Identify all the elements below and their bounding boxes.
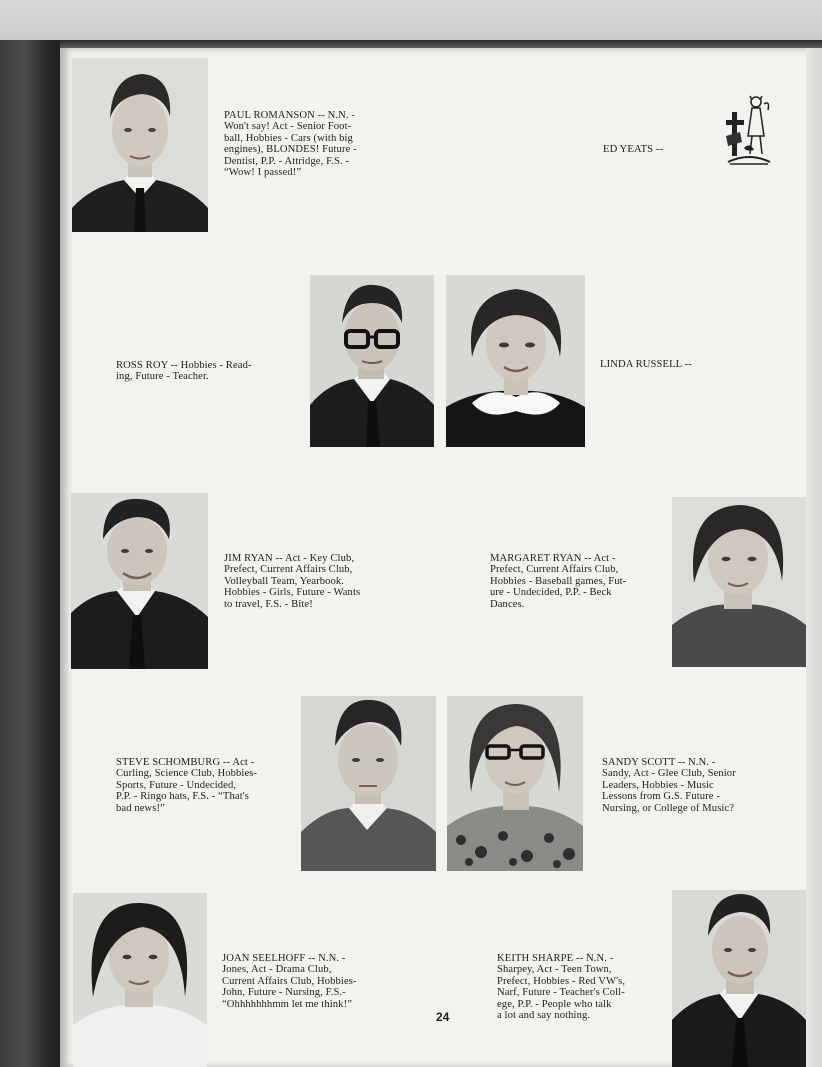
caption-line: ure - Undecided, P.P. - Beck [490,587,612,599]
caption-line: Hobbies - Girls, Future - Wants [224,587,361,599]
caption-keith-sharpe [497,953,625,1021]
caption-ross-roy [116,360,252,383]
portrait-jim-ryan [71,493,208,669]
portrait-steve-schomburg [301,696,436,871]
caption-line: PAUL ROMANSON -- N.N. - [224,110,356,121]
caption-line: ing, Future - Teacher. [116,371,209,383]
caption-line: Won't say! Act - Senior Foot- [224,121,352,133]
caption-line: Narf, Future - Teacher's Coll- [497,987,625,999]
caption-line: Nursing, or College of Music? [602,802,735,814]
portrait-linda-russell [446,275,585,447]
caption-line: ED YEATS -- [603,144,664,155]
caption-line: Dentist, P.P. - Attridge, F.S. - [224,155,350,167]
caption-line: JOAN SEELHOFF -- N.N. - [222,953,346,964]
cartoon-grave-drawing [724,92,774,166]
caption-line: MARGARET RYAN -- Act - [490,553,616,564]
caption-line: ball, Hobbies - Cars (with big [224,132,353,144]
caption-steve-schomburg [116,757,257,814]
page-number: 24 [436,1010,450,1024]
caption-line: Prefect, Current Affairs Club, [490,564,619,576]
portrait-margaret-ryan [672,497,806,667]
caption-line: Sharpey, Act - Teen Town, [497,964,612,976]
caption-line: Curling, Science Club, Hobbies- [116,768,258,780]
caption-line: Prefect, Current Affairs Club, [224,564,353,576]
caption-line: Sandy, Act - Glee Club, Senior [602,768,736,780]
caption-line: Sports, Future - Undecided, [116,779,237,791]
caption-line: KEITH SHARPE -- N.N. - [497,953,614,964]
portrait-keith-sharpe [672,890,806,1067]
caption-margaret-ryan [490,553,626,610]
book-binding [0,40,62,1067]
caption-line: ege, P.P. - People who talk [497,998,612,1010]
caption-line: “Ohhhhhhhmm let me think!” [222,998,352,1010]
caption-line: Current Affairs Club, Hobbies- [222,975,357,987]
caption-line: “Wow! I passed!” [224,167,302,179]
caption-line: Dances. [490,598,525,610]
caption-linda-russell [600,359,692,370]
caption-paul-romanson [224,110,357,178]
caption-line: Volleyball Team, Yearbook. [224,575,345,587]
portrait-sandy-scott [447,696,583,871]
page-edge [806,48,822,1067]
caption-line: Prefect, Hobbies - Red VW's, [497,975,626,987]
caption-line: SANDY SCOTT -- N.N. - [602,757,716,768]
caption-line: bad news!” [116,802,165,814]
caption-line: ROSS ROY -- Hobbies - Read- [116,360,252,371]
caption-sandy-scott [602,757,736,814]
caption-jim-ryan [224,553,360,610]
caption-line: Lessons from G.S. Future - [602,791,720,803]
caption-line: to travel, F.S. - Bite! [224,598,313,610]
portrait-ross-roy [310,275,434,447]
caption-line: STEVE SCHOMBURG -- Act - [116,757,255,768]
caption-ed-yeats [603,144,663,155]
caption-line: engines), BLONDES! Future - [224,144,357,156]
caption-line: LINDA RUSSELL -- [600,359,692,370]
caption-line: Jones, Act - Drama Club, [222,964,332,976]
portrait-joan-seelhoff [73,893,207,1067]
caption-line: JIM RYAN -- Act - Key Club, [224,553,355,564]
caption-joan-seelhoff [222,953,357,1010]
caption-line: a lot and say nothing. [497,1010,591,1022]
caption-line: John, Future - Nursing, F.S.- [222,987,346,999]
caption-line: Hobbies - Baseball games, Fut- [490,575,627,587]
caption-line: P.P. - Ringo hats, F.S. - “That's [116,791,249,803]
portrait-paul-romanson [72,58,208,232]
caption-line: Leaders, Hobbies - Music [602,779,714,791]
